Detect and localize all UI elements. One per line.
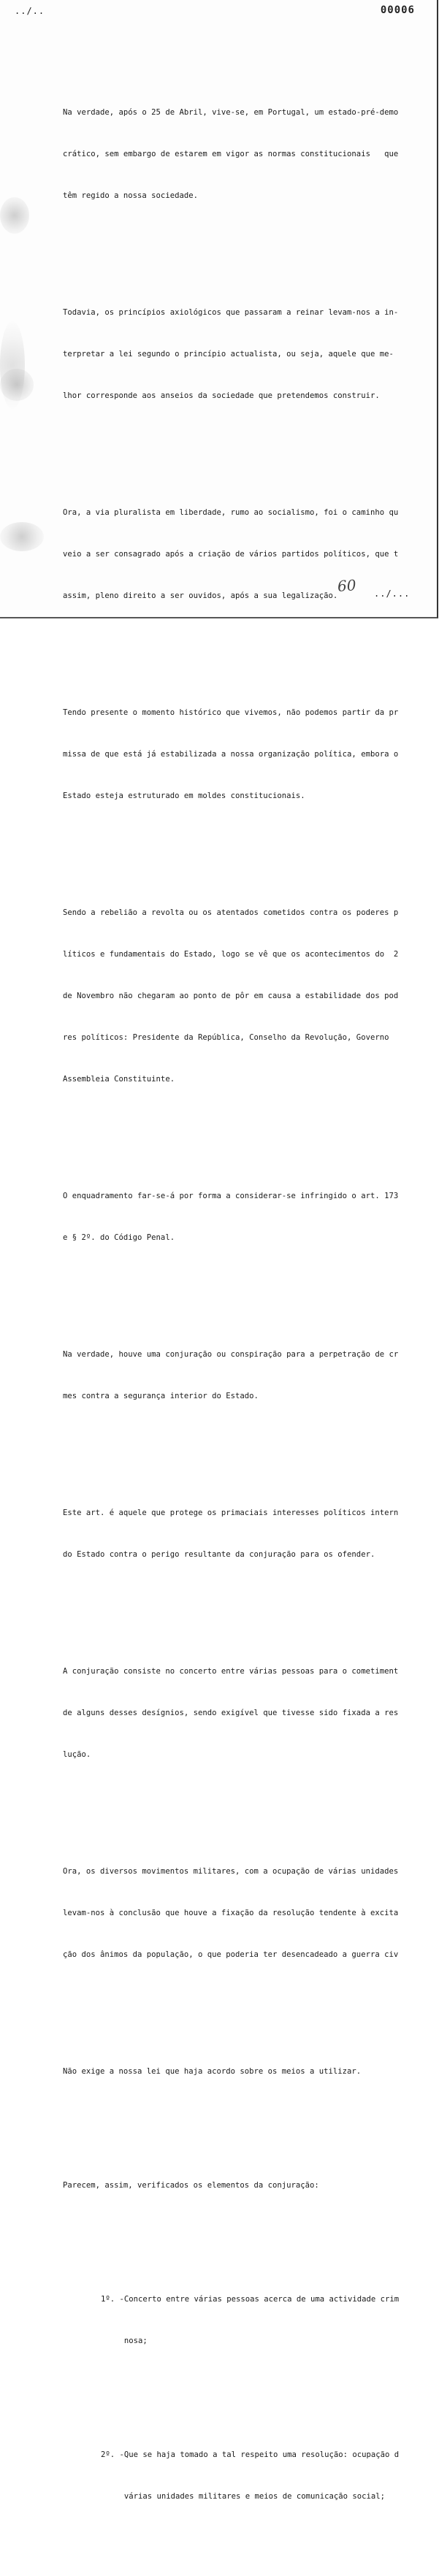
text-line: Tendo presente o momento histórico que vivemos, não podemos partir da pr bbox=[63, 708, 399, 717]
text-line: res políticos: Presidente da República, Conselho da Revolução, Governo bbox=[63, 1033, 389, 1042]
paragraph bbox=[63, 1637, 432, 1790]
text-line: têm regido a nossa sociedade. bbox=[63, 191, 198, 200]
page-number-stamp: 00006 bbox=[380, 4, 415, 16]
paragraph bbox=[63, 2037, 432, 2107]
text-line: Estado esteja estruturado em moldes constitucionais. bbox=[63, 791, 305, 800]
continuation-marker-top: ../.. bbox=[15, 6, 45, 16]
list-item bbox=[63, 2420, 432, 2531]
text-line: veio a ser consagrado após a criação de vários partidos políticos, que t bbox=[63, 550, 399, 559]
paragraph bbox=[63, 1479, 432, 1590]
text-line: crático, sem embargo de estarem em vigor as normas constitucionais que bbox=[63, 150, 399, 158]
list-item bbox=[63, 2265, 432, 2376]
text-line: e § 2º. do Código Penal. bbox=[63, 1233, 175, 1242]
text-line: Todavia, os princípios axiológicos que passaram a reinar levam-nos a in- bbox=[63, 308, 399, 317]
text-line: lução. bbox=[63, 1750, 91, 1759]
text-line: Na verdade, houve uma conjuração ou conspiração para a perpetração de cr bbox=[63, 1350, 399, 1359]
text-line: terpretar a lei segundo o princípio actualista, ou seja, aquele que me- bbox=[63, 350, 394, 359]
text-line: assim, pleno direito a ser ouvidos, após a sua legalização. bbox=[63, 591, 338, 600]
text-line: Ora, os diversos movimentos militares, com a ocupação de várias unidades bbox=[63, 1867, 399, 1876]
margin-smudge bbox=[0, 197, 29, 234]
continuation-marker-bottom: ../... bbox=[374, 589, 411, 599]
text-line: Não exige a nossa lei que haja acordo sobre os meios a utilizar. bbox=[63, 2067, 362, 2076]
paragraph bbox=[63, 878, 432, 1114]
text-line: A conjuração consiste no concerto entre várias pessoas para o cometiment bbox=[63, 1667, 399, 1676]
text-line: missa de que está já estabilizada a nossa organização política, embora o bbox=[63, 750, 399, 759]
text-line: levam-nos à conclusão que houve a fixação da resolução tendente à excita bbox=[63, 1909, 399, 1917]
text-line: Assembleia Constituinte. bbox=[63, 1075, 175, 1084]
paragraph bbox=[63, 1837, 432, 1990]
text-line: do Estado contra o perigo resultante da conjuração para os ofender. bbox=[63, 1550, 375, 1559]
text-line: várias unidades militares e meios de comunicação social; bbox=[101, 2492, 386, 2501]
text-line: 2º. -Que se haja tomado a tal respeito uma resolução: ocupação d bbox=[101, 2450, 400, 2459]
text-line: líticos e fundamentais do Estado, logo se vê que os acontecimentos do 2 bbox=[63, 950, 399, 959]
text-line: nosa; bbox=[101, 2337, 148, 2345]
text-line: Parecem, assim, verificados os elementos da conjuração: bbox=[63, 2181, 319, 2190]
handwritten-page-number: 60 bbox=[337, 576, 357, 595]
document-body bbox=[63, 37, 432, 2576]
paragraph bbox=[63, 278, 432, 431]
margin-smudge bbox=[0, 522, 44, 551]
text-line: Este art. é aquele que protege os primaciais interesses políticos intern bbox=[63, 1509, 399, 1517]
paragraph bbox=[63, 478, 432, 631]
text-line: O enquadramento far-se-á por forma a considerar-se infringido o art. 173 bbox=[63, 1192, 399, 1200]
text-line: mes contra a segurança interior do Estado. bbox=[63, 1392, 259, 1400]
margin-smudge bbox=[0, 321, 25, 409]
paragraph bbox=[63, 2151, 432, 2220]
paragraph bbox=[63, 678, 432, 831]
paragraph bbox=[63, 1162, 432, 1273]
text-line: lhor corresponde aos anseios da sociedade que pretendemos construir. bbox=[63, 391, 380, 400]
text-line: Ora, a via pluralista em liberdade, rumo ao socialismo, foi o caminho qu bbox=[63, 508, 399, 517]
paragraph bbox=[63, 1320, 432, 1431]
text-line: Na verdade, após o 25 de Abril, vive-se, em Portugal, um estado-pré-demo bbox=[63, 108, 399, 117]
text-line: ção dos ânimos da população, o que poderia ter desencadeado a guerra civ bbox=[63, 1950, 399, 1959]
text-line: de Novembro não chegaram ao ponto de pôr em causa a estabilidade dos pod bbox=[63, 992, 399, 1000]
paragraph bbox=[63, 78, 432, 231]
text-line: Sendo a rebelião a revolta ou os atentados cometidos contra os poderes p bbox=[63, 908, 399, 917]
text-line: 1º. -Concerto entre várias pessoas acerca de uma actividade crim bbox=[101, 2295, 400, 2304]
text-line: de alguns desses desígnios, sendo exigível que tivesse sido fixada a res bbox=[63, 1709, 399, 1717]
